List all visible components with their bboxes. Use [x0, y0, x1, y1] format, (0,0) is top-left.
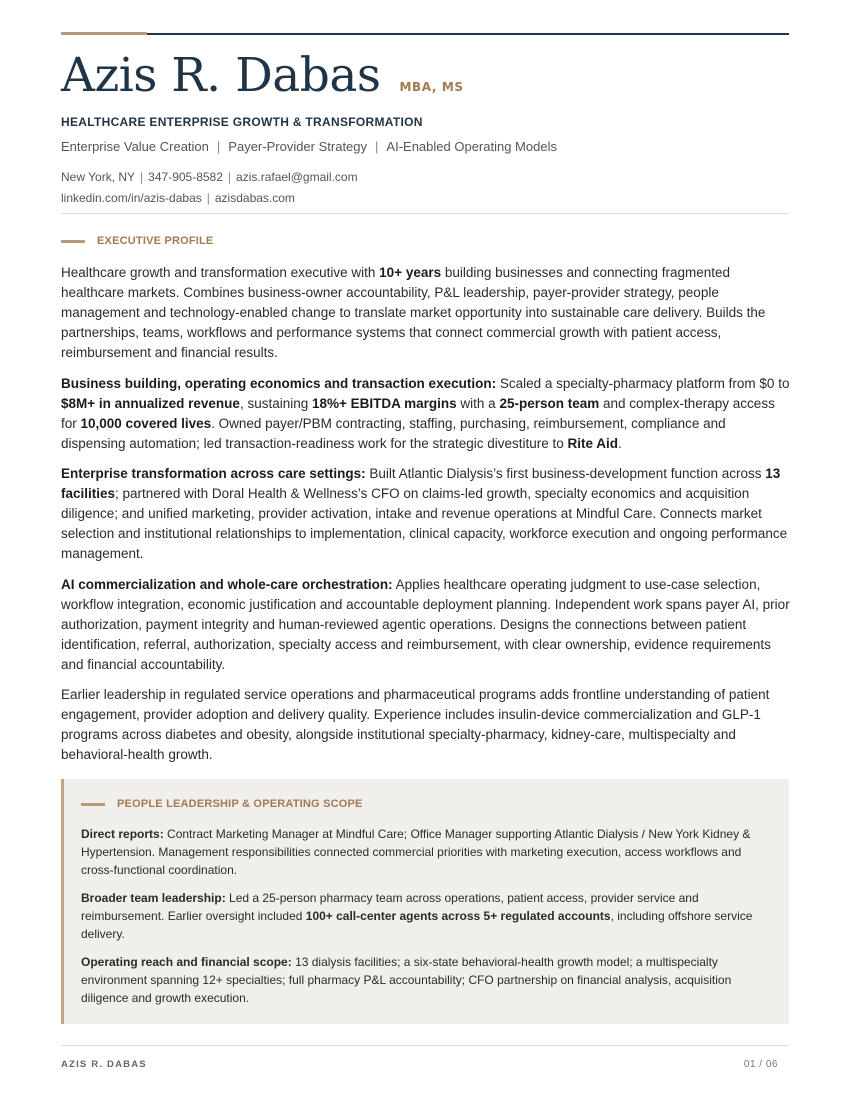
contact-line-1 [61, 170, 358, 184]
profile-paragraph-enterprise-transformation: Enterprise transformation across care settings: Built Atlantic Dialysis’s first business-development function across 13 facilities; partnered with Doral Health & Wellness’s CFO on claims-led growth, specialty economics and acquisition diligence; and unified marketing, provider activation, intake and revenue operations at Mindful Care. Connects market selection and institutional relationships to implementation, clinical capacity, workforce execution and ongoing performance management. [61, 466, 788, 561]
candidate-name: Azis R. Dabas [61, 48, 381, 103]
top-rule-accent [61, 32, 147, 35]
people-leadership-heading [81, 798, 363, 810]
separator: | [227, 170, 232, 184]
separator: | [375, 139, 379, 154]
linkedin-link[interactable]: linkedin.com/in/azis-dabas [61, 191, 202, 205]
section-title: EXECUTIVE PROFILE [97, 235, 214, 247]
section-dash [81, 803, 105, 806]
header-divider [61, 213, 789, 214]
executive-profile-heading [61, 235, 213, 247]
email-link[interactable]: azis.rafael@gmail.com [236, 170, 358, 184]
page-number: 01 / 06 [743, 1059, 778, 1070]
credentials: MBA, MS [399, 80, 464, 94]
profile-paragraph-ai-commercialization: AI commercialization and whole-care orchestration: Applies healthcare operating judgment to use-case selection, workflow integration, economic justification and accountable deployment planning. Independent work spans payer AI, prior authorization, payment integrity and human-reviewed agentic operations. Designs the connections between patient identification, referral, authorization, specialty access and reimbursement, with clear ownership, evidence requirements and financial accountability. [61, 577, 790, 672]
top-rule [61, 33, 789, 35]
phone[interactable]: 347-905-8582 [148, 170, 223, 184]
specialty-item: Enterprise Value Creation [61, 139, 209, 154]
leadership-direct-reports: Direct reports: Contract Marketing Manager at Mindful Care; Office Manager supporting Atlantic Dialysis / New York Kidney & Hypertension. Management responsibilities connected commercial priorities with marketing execution, access workflows and cross-functional coordination. [81, 827, 751, 877]
contact-line-2 [61, 191, 295, 205]
footer-name: AZIS R. DABAS [61, 1059, 147, 1070]
professional-headline: HEALTHCARE ENTERPRISE GROWTH & TRANSFORMATION [61, 115, 423, 129]
separator: | [206, 191, 210, 205]
profile-paragraph-business-building: Business building, operating economics and transaction execution: Scaled a specialty-pharmacy platform from $0 to $8M+ in annualized revenue, sustaining 18%+ EBITDA margins with a 25-person team and complex-therapy access for 10,000 covered lives. Owned payer/PBM contracting, staffing, purchasing, reimbursement, compliance and dispensing automation; led transaction-readiness work for the strategic divestiture to Rite Aid. [61, 376, 790, 451]
specialty-item: AI-Enabled Operating Models [386, 139, 557, 154]
separator: | [140, 170, 144, 184]
section-title: PEOPLE LEADERSHIP & OPERATING SCOPE [117, 798, 363, 810]
website-link[interactable]: azisdabas.com [214, 191, 295, 205]
footer-divider [61, 1045, 789, 1046]
leadership-operating-reach: Operating reach and financial scope: 13 dialysis facilities; a six-state behavioral-health growth model; a multispecialty environment spanning 12+ specialties; full pharmacy P&L accountability; CFO partnership on financial analysis, acquisition diligence and growth execution. [81, 955, 732, 1005]
name-row [61, 48, 464, 103]
section-dash [61, 240, 85, 243]
profile-paragraph-earlier-leadership: Earlier leadership in regulated service operations and pharmaceutical programs adds frontline understanding of patient engagement, provider adoption and delivery quality. Experience includes insulin-device commercialization and GLP-1 programs across diabetes and obesity, alongside institutional specialty-pharmacy, kidney-care, multispecialty and behavioral-health growth. [61, 687, 770, 762]
leadership-broader-team: Broader team leadership: Led a 25-person pharmacy team across operations, patient access, provider service and reimbursement. Earlier oversight included 100+ call-center agents across 5+ regulated accounts, including offshore service delivery. [81, 891, 753, 941]
profile-paragraph-summary: Healthcare growth and transformation executive with 10+ years building businesses and connecting fragmented healthcare markets. Combines business-owner accountability, P&L leadership, payer-provider strategy, people management and technology-enabled change to translate market opportunity into sustainable care delivery. Builds the partnerships, teams, workflows and performance systems that connect commercial growth with patient access, reimbursement and financial results. [61, 265, 766, 360]
specialties-line [61, 139, 557, 154]
people-leadership-panel [61, 779, 789, 1024]
separator: | [216, 139, 221, 154]
location: New York, NY [61, 170, 136, 184]
specialty-item: Payer-Provider Strategy [228, 139, 368, 154]
